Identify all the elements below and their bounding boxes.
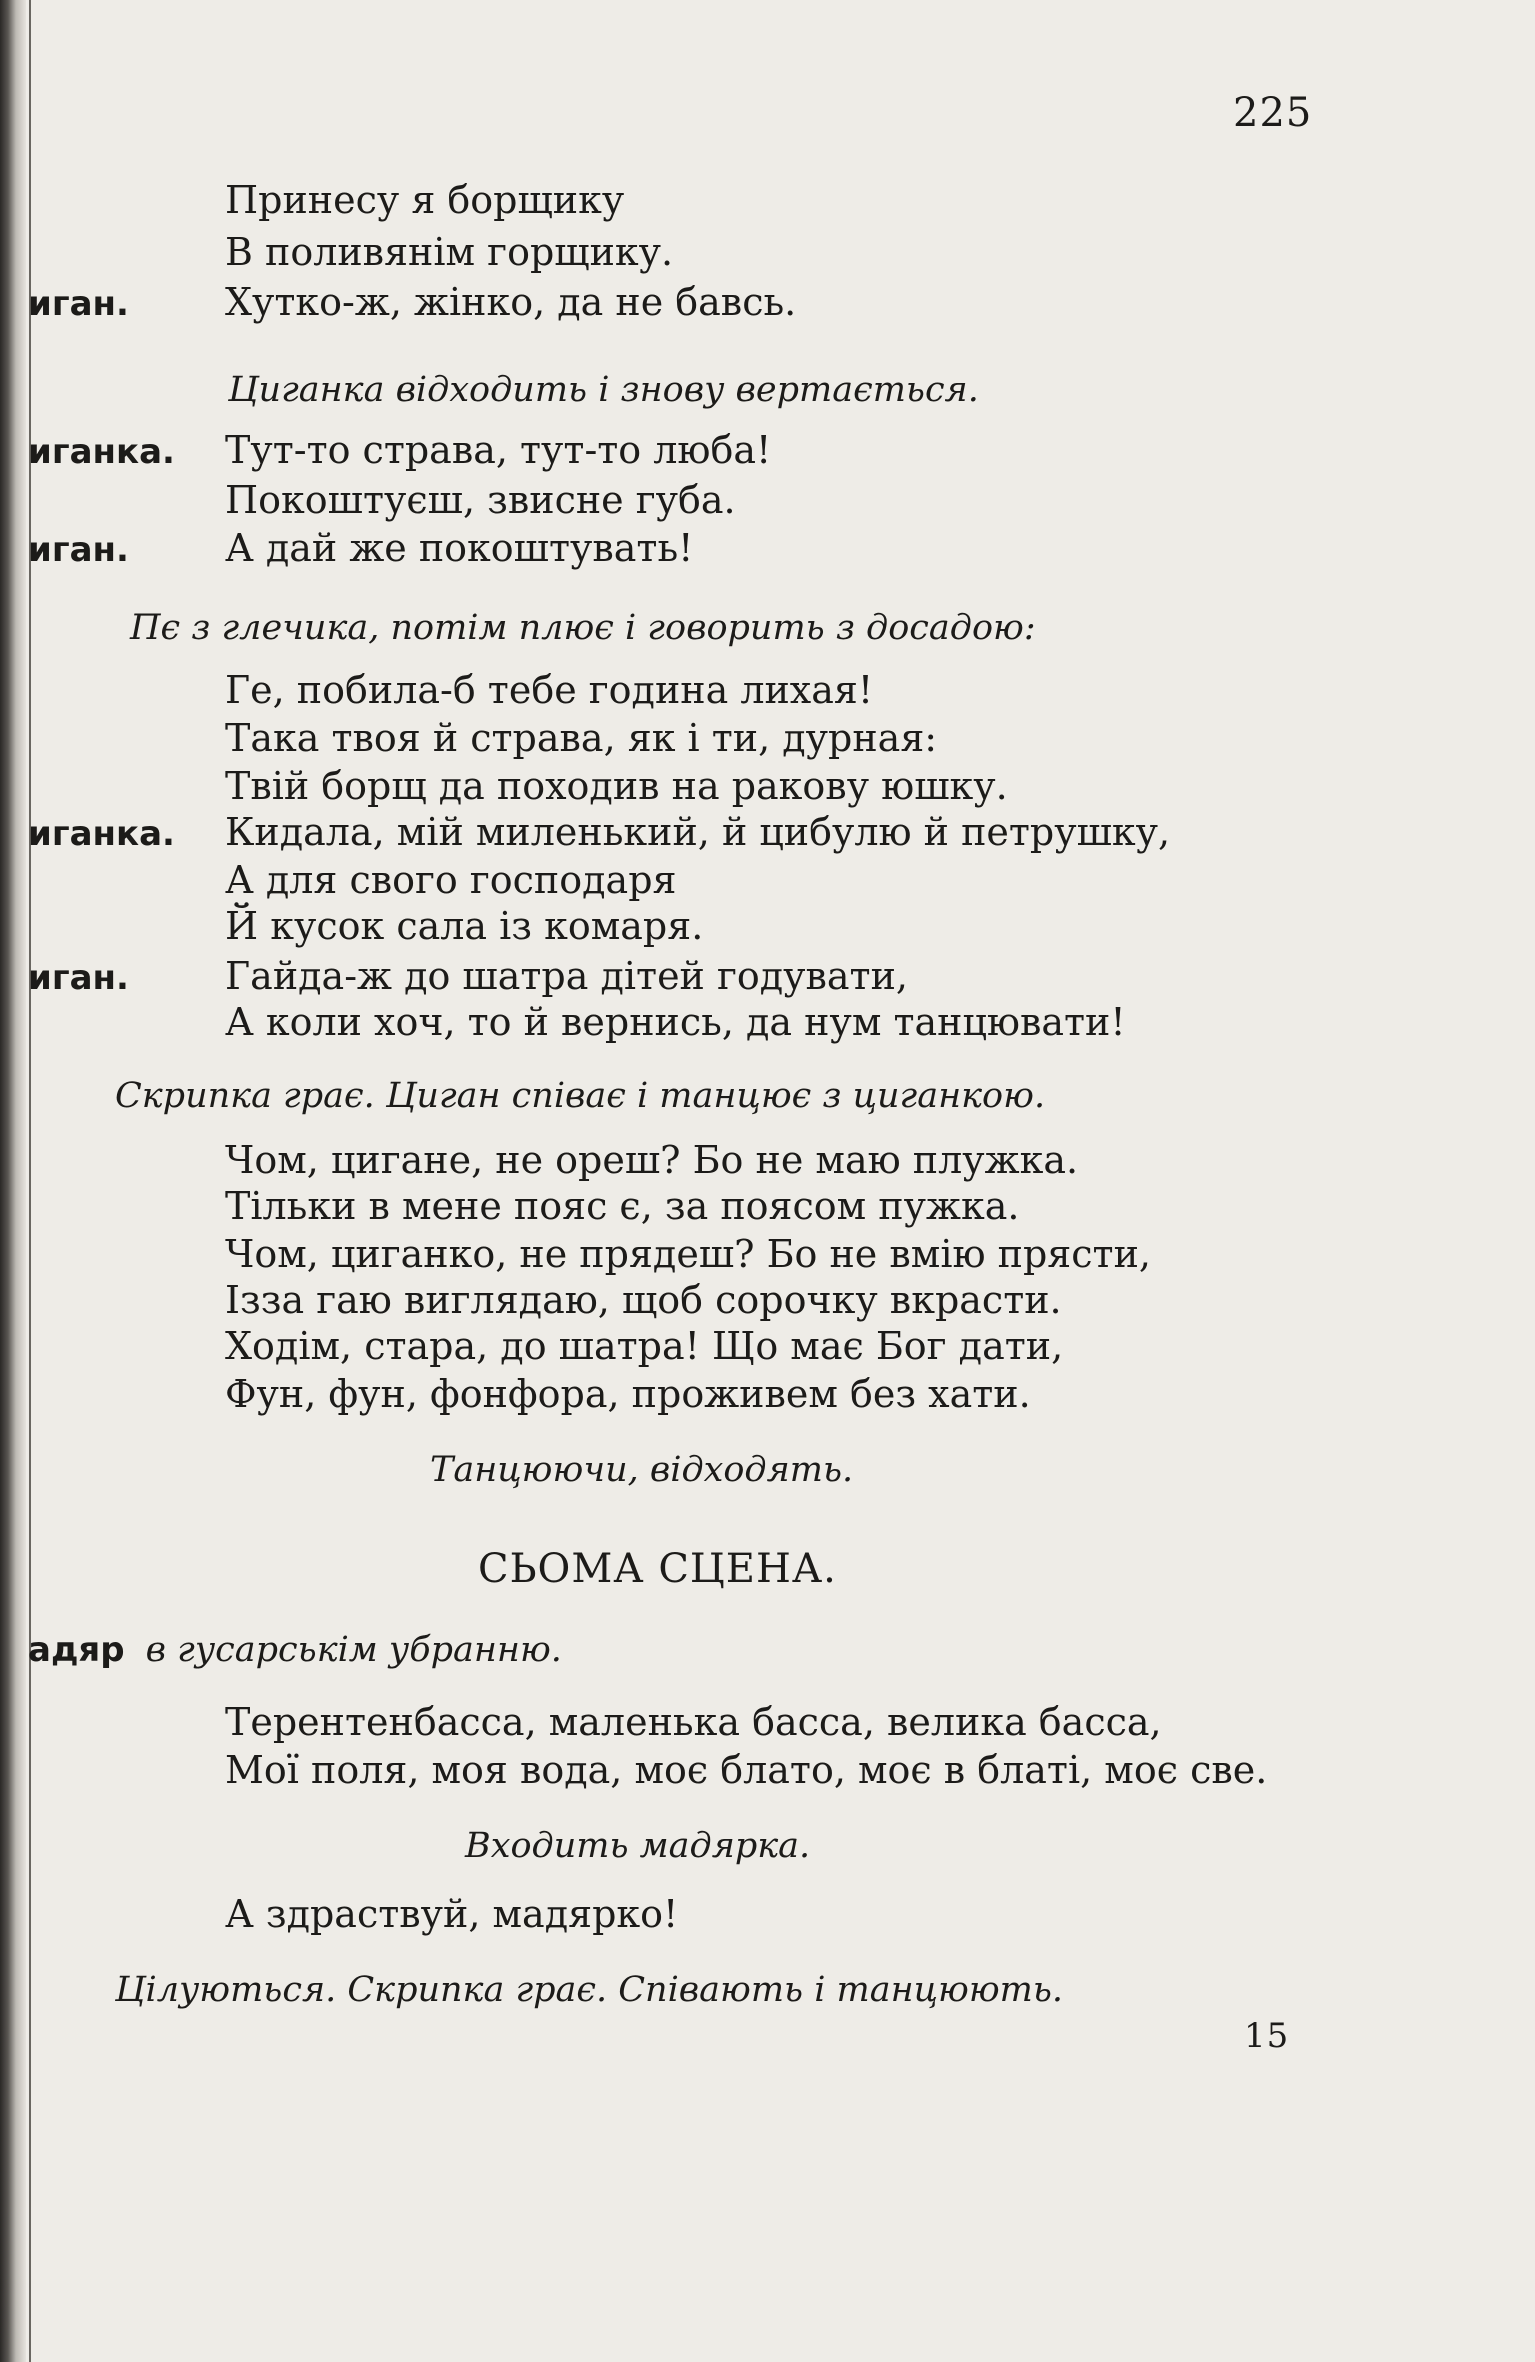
- verse-line: Покоштуєш, звисне губа.: [225, 478, 736, 522]
- stage-direction: Цілуються. Скрипка грає. Співають і танцюють.: [115, 1970, 1064, 2010]
- scene-heading: СЬОМА СЦЕНА.: [478, 1546, 837, 1592]
- verse-line: А дай же покоштувать!: [225, 526, 694, 570]
- verse-line: Чом, цигане, не ореш? Бо не маю плужка.: [225, 1138, 1079, 1182]
- speaker-label: иган.: [28, 958, 129, 998]
- speaker-label: иганка.: [28, 432, 175, 472]
- verse-line: Терентенбасса, маленька басса, велика басса,: [225, 1700, 1162, 1744]
- speaker-label: иганка.: [28, 814, 175, 854]
- verse-line: Хутко-ж, жінко, да не бавсь.: [225, 280, 797, 324]
- verse-line: Й кусок сала із комаря.: [225, 904, 704, 948]
- verse-line: Тільки в мене пояс є, за поясом пужка.: [225, 1184, 1020, 1228]
- character-costume: в гусарськім убранню.: [145, 1630, 562, 1670]
- verse-line: А здраствуй, мадярко!: [225, 1892, 679, 1936]
- verse-line: В поливянім горщику.: [225, 230, 674, 274]
- verse-line: Чом, циганко, не прядеш? Бо не вмію прясти,: [225, 1232, 1151, 1276]
- speaker-label: иган.: [28, 530, 129, 570]
- verse-line: Фун, фун, фонфора, проживем без хати.: [225, 1372, 1031, 1416]
- verse-line: Гайда-ж до шатра дітей годувати,: [225, 954, 908, 998]
- page-number: 225: [1233, 90, 1313, 136]
- verse-line: Принесу я борщику: [225, 178, 625, 222]
- stage-direction: Входить мадярка.: [465, 1826, 811, 1866]
- printer-signature: 15: [1244, 2016, 1290, 2056]
- stage-direction: Скрипка грає. Циган співає і танцює з циганкою.: [115, 1076, 1046, 1116]
- verse-line: Ходім, стара, до шатра! Що має Бог дати,: [225, 1324, 1064, 1368]
- character-intro: [28, 1630, 562, 1670]
- verse-line: Твій борщ да походив на ракову юшку.: [225, 764, 1008, 808]
- verse-line: Така твоя й страва, як і ти, дурная:: [225, 716, 938, 760]
- page-binding-edge: [0, 0, 26, 2362]
- stage-direction: Циганка відходить і знову вертається.: [228, 370, 979, 410]
- verse-line: Кидала, мій миленький, й цибулю й петрушку,: [225, 810, 1171, 854]
- verse-line: Ге, побила-б тебе година лихая!: [225, 668, 874, 712]
- page-binding-line: [29, 0, 31, 2362]
- verse-line: Ізза гаю виглядаю, щоб сорочку вкрасти.: [225, 1278, 1062, 1322]
- verse-line: А для свого господаря: [225, 858, 677, 902]
- verse-line: Тут-то страва, тут-то люба!: [225, 428, 772, 472]
- verse-line: А коли хоч, то й вернись, да нум танцювати!: [225, 1000, 1126, 1044]
- verse-line: Мої поля, моя вода, моє блато, моє в блаті, моє све.: [225, 1748, 1268, 1792]
- speaker-label: иган.: [28, 284, 129, 324]
- character-name: адяр: [28, 1630, 125, 1670]
- stage-direction: Пє з глечика, потім плює і говорить з досадою:: [130, 608, 1036, 648]
- stage-direction: Танцюючи, відходять.: [430, 1450, 854, 1490]
